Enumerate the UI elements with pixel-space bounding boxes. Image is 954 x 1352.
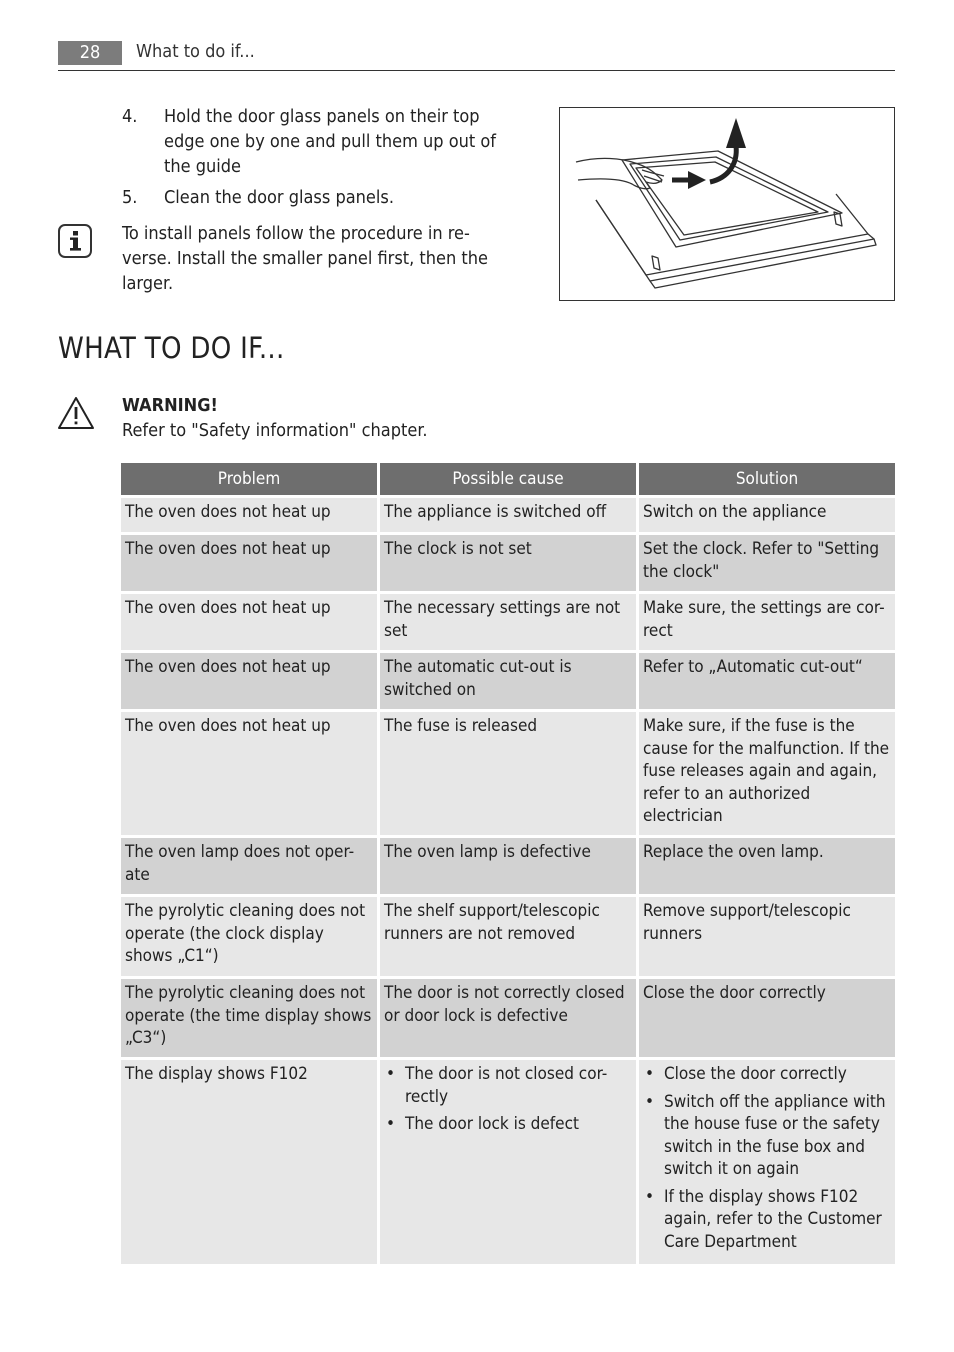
list-item: • Close the door correctly bbox=[643, 1063, 891, 1086]
cause-bullet-list bbox=[384, 1063, 632, 1136]
cause-cell: The fuse is released bbox=[380, 712, 636, 835]
column-header-solution: Solution bbox=[639, 463, 895, 495]
troubleshooting-table bbox=[118, 460, 898, 1267]
info-icon bbox=[58, 224, 92, 258]
solution-cell: Refer to „Automatic cut-out“ bbox=[639, 653, 895, 709]
table-row bbox=[121, 712, 895, 835]
info-note-text: To install panels follow the procedure in re-verse. Install the smaller panel first, then the larger. bbox=[122, 223, 488, 294]
table-row bbox=[121, 979, 895, 1057]
solution-cell: Make sure, the settings are cor-rect bbox=[639, 594, 895, 650]
problem-cell: The pyrolytic cleaning does not operate (the clock display shows „C1“) bbox=[121, 897, 377, 976]
solution-bullet-list bbox=[643, 1063, 891, 1253]
step-item bbox=[122, 185, 512, 210]
cause-cell: The door is not correctly closed or door lock is defective bbox=[380, 979, 636, 1057]
cause-cell bbox=[380, 1060, 636, 1264]
table-row bbox=[121, 535, 895, 591]
table-row bbox=[121, 838, 895, 894]
solution-cell: Make sure, if the fuse is the cause for the malfunction. If the fuse releases again and again, refer to an authorized electrician bbox=[639, 712, 895, 835]
oven-door-glass-removal-illustration bbox=[559, 107, 895, 301]
cause-cell: The clock is not set bbox=[380, 535, 636, 591]
list-item: • If the display shows F102 again, refer to the Customer Care Department bbox=[643, 1186, 891, 1254]
problem-cell: The oven does not heat up bbox=[121, 712, 377, 835]
problem-cell: The oven does not heat up bbox=[121, 594, 377, 650]
warning-text: Refer to "Safety information" chapter. bbox=[122, 420, 428, 441]
solution-cell: Remove support/telescopic runners bbox=[639, 897, 895, 976]
solution-cell: Replace the oven lamp. bbox=[639, 838, 895, 894]
header-divider bbox=[58, 70, 895, 71]
header-title: What to do if... bbox=[136, 41, 255, 62]
problem-cell: The oven does not heat up bbox=[121, 535, 377, 591]
solution-cell: Set the clock. Refer to "Setting the clock" bbox=[639, 535, 895, 591]
list-item: • The door lock is defect bbox=[384, 1113, 632, 1136]
warning-title: WARNING! bbox=[122, 395, 218, 416]
column-header-problem: Problem bbox=[121, 463, 377, 495]
solution-cell: Close the door correctly bbox=[639, 979, 895, 1057]
step-number: 5. bbox=[122, 187, 138, 208]
cause-cell: The automatic cut-out is switched on bbox=[380, 653, 636, 709]
list-item: • The door is not closed cor-rectly bbox=[384, 1063, 632, 1108]
page-number: 28 bbox=[58, 41, 122, 65]
list-item: • Switch off the appliance with the house fuse or the safety switch in the fuse box and switch it on again bbox=[643, 1091, 891, 1181]
table-row bbox=[121, 1060, 895, 1264]
column-header-cause: Possible cause bbox=[380, 463, 636, 495]
table-row bbox=[121, 498, 895, 532]
warning-triangle-icon bbox=[56, 395, 96, 431]
problem-cell: The oven does not heat up bbox=[121, 498, 377, 532]
steps-list bbox=[122, 104, 512, 216]
table-row bbox=[121, 897, 895, 976]
problem-cell: The pyrolytic cleaning does not operate (the time display shows „C3“) bbox=[121, 979, 377, 1057]
step-text: Clean the door glass panels. bbox=[164, 187, 394, 208]
step-text: Hold the door glass panels on their top edge one by one and pull them up out of the guide bbox=[164, 106, 496, 177]
cause-cell: The necessary settings are not set bbox=[380, 594, 636, 650]
table-row bbox=[121, 594, 895, 650]
cause-cell: The shelf support/telescopic runners are not removed bbox=[380, 897, 636, 976]
problem-cell: The oven lamp does not oper-ate bbox=[121, 838, 377, 894]
section-title: WHAT TO DO IF... bbox=[58, 331, 285, 365]
cause-cell: The appliance is switched off bbox=[380, 498, 636, 532]
table-header-row bbox=[121, 463, 895, 495]
step-item bbox=[122, 104, 512, 179]
solution-cell bbox=[639, 1060, 895, 1264]
solution-cell: Switch on the appliance bbox=[639, 498, 895, 532]
problem-cell: The oven does not heat up bbox=[121, 653, 377, 709]
cause-cell: The oven lamp is defective bbox=[380, 838, 636, 894]
table-row bbox=[121, 653, 895, 709]
step-number: 4. bbox=[122, 106, 138, 127]
problem-cell: The display shows F102 bbox=[121, 1060, 377, 1264]
